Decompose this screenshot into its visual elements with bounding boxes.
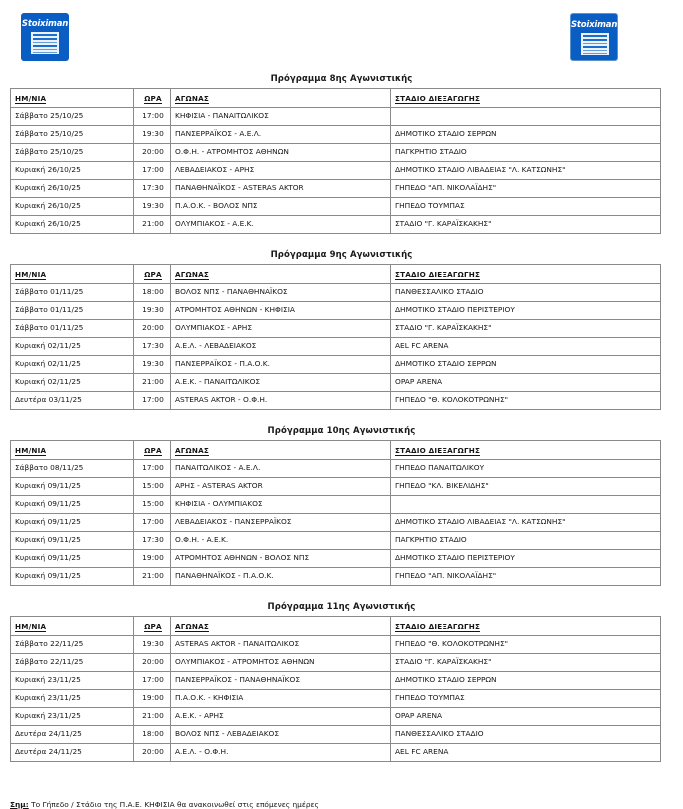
cell-date: Κυριακή 02/11/25 [11,356,134,374]
cell-match: ΟΛΥΜΠΙΑΚΟΣ - ΑΡΗΣ [171,320,391,338]
table-wrapper [10,264,660,410]
cell-venue: ΓΗΠΕΔΟ "ΑΠ. ΝΙΚΟΛΑΪΔΗΣ" [391,180,661,198]
cell-match: ASTERAS AKTOR - ΠΑΝΑΙΤΩΛΙΚΟΣ [171,636,391,654]
column-header-label: ΗΜ/ΝΙΑ [15,621,47,631]
cell-time: 17:30 [134,338,171,356]
table-row [11,532,661,550]
cell-date: Σάββατο 01/11/25 [11,320,134,338]
table-row [11,216,661,234]
cell-match: ΑΤΡΟΜΗΤΟΣ ΑΘΗΝΩΝ - ΚΗΦΙΣΙΑ [171,302,391,320]
column-header-time [134,441,171,460]
column-header-label: ΩΡΑ [144,269,162,279]
table-row [11,284,661,302]
cell-date: Δευτέρα 24/11/25 [11,744,134,762]
cell-time: 20:00 [134,320,171,338]
cell-date: Δευτέρα 03/11/25 [11,392,134,410]
table-row [11,320,661,338]
column-header-time [134,617,171,636]
table-row [11,198,661,216]
cell-time: 21:00 [134,374,171,392]
cell-date: Κυριακή 09/11/25 [11,478,134,496]
stoiximan-logo-text: Stoiximan [571,20,618,30]
cell-date: Κυριακή 23/11/25 [11,708,134,726]
cell-time: 17:30 [134,532,171,550]
cell-time: 18:00 [134,726,171,744]
section-title: Πρόγραμμα 9ης Αγωνιστικής [270,250,413,260]
cell-time: 21:00 [134,708,171,726]
cell-venue: ΓΗΠΕΔΟ ΠΑΝΑΙΤΩΛΙΚΟΥ [391,460,661,478]
table-row [11,496,661,514]
cell-match: Π.Α.Ο.Κ. - ΚΗΦΙΣΙΑ [171,690,391,708]
cell-time: 19:30 [134,636,171,654]
cell-venue: ΓΗΠΕΔΟ "Θ. ΚΟΛΟΚΟΤΡΩΝΗΣ" [391,636,661,654]
cell-match: ΑΤΡΟΜΗΤΟΣ ΑΘΗΝΩΝ - ΒΟΛΟΣ ΝΠΣ [171,550,391,568]
column-header-label: ΩΡΑ [144,93,162,103]
cell-venue: ΓΗΠΕΔΟ "Θ. ΚΟΛΟΚΟΤΡΩΝΗΣ" [391,392,661,410]
cell-match: ΛΕΒΑΔΕΙΑΚΟΣ - ΑΡΗΣ [171,162,391,180]
schedule-section [0,596,683,772]
cell-venue: ΔΗΜΟΤΙΚΟ ΣΤΑΔΙΟ ΣΕΡΡΩΝ [391,126,661,144]
cell-date: Σάββατο 25/10/25 [11,144,134,162]
cell-time: 21:00 [134,568,171,586]
cell-match: ASTERAS AKTOR - Ο.Φ.Η. [171,392,391,410]
cell-time: 18:00 [134,284,171,302]
schedule-section [0,68,683,244]
cell-date: Σάββατο 25/10/25 [11,126,134,144]
cell-match: Ο.Φ.Η. - ΑΤΡΟΜΗΤΟΣ ΑΘΗΝΩΝ [171,144,391,162]
cell-date: Κυριακή 09/11/25 [11,514,134,532]
column-header-label: ΣΤΑΔΙΟ ΔΙΕΞΑΓΩΓΗΣ [395,621,481,631]
table-row [11,460,661,478]
table-row [11,726,661,744]
cell-match: ΠΑΝΣΕΡΡΑΪΚΟΣ - Π.Α.Ο.Κ. [171,356,391,374]
cell-match: ΑΡΗΣ - ASTERAS AKTOR [171,478,391,496]
cell-date: Κυριακή 02/11/25 [11,374,134,392]
cell-time: 17:00 [134,672,171,690]
cell-date: Δευτέρα 24/11/25 [11,726,134,744]
table-row [11,302,661,320]
stoiximan-logo-text: Stoiximan [21,19,69,29]
cell-match: ΠΑΝΣΕΡΡΑΪΚΟΣ - Α.Ε.Λ. [171,126,391,144]
cell-venue: OPAP ARENA [391,708,661,726]
footnote [10,800,683,809]
column-header-label: ΗΜ/ΝΙΑ [15,93,47,103]
cell-time: 17:00 [134,162,171,180]
cell-time: 17:00 [134,392,171,410]
cell-date: Σάββατο 01/11/25 [11,284,134,302]
cell-date: Κυριακή 26/10/25 [11,216,134,234]
cell-match: ΠΑΝΣΕΡΡΑΪΚΟΣ - ΠΑΝΑΘΗΝΑΪΚΟΣ [171,672,391,690]
cell-time: 19:00 [134,550,171,568]
betting-slip-icon [31,32,59,54]
cell-venue: ΓΗΠΕΔΟ "ΚΛ. ΒΙΚΕΛΙΔΗΣ" [391,478,661,496]
cell-date: Σάββατο 22/11/25 [11,654,134,672]
cell-venue: ΠΑΝΘΕΣΣΑΛΙΚΟ ΣΤΑΔΙΟ [391,726,661,744]
table-header-row [11,617,661,636]
table-row [11,568,661,586]
cell-date: Κυριακή 09/11/25 [11,496,134,514]
table-row [11,550,661,568]
cell-venue: ΠΑΝΘΕΣΣΑΛΙΚΟ ΣΤΑΔΙΟ [391,284,661,302]
column-header-label: ΩΡΑ [144,621,162,631]
cell-date: Κυριακή 26/10/25 [11,198,134,216]
cell-time: 19:30 [134,302,171,320]
column-header-label: ΣΤΑΔΙΟ ΔΙΕΞΑΓΩΓΗΣ [395,269,481,279]
table-row [11,744,661,762]
table-row [11,162,661,180]
stoiximan-logo-right [570,13,618,61]
column-header-label: ΑΓΩΝΑΣ [175,621,209,631]
cell-venue: ΔΗΜΟΤΙΚΟ ΣΤΑΔΙΟ ΣΕΡΡΩΝ [391,672,661,690]
column-header-label: ΑΓΩΝΑΣ [175,445,209,455]
cell-date: Κυριακή 26/10/25 [11,180,134,198]
fixture-table [10,440,661,586]
cell-date: Σάββατο 25/10/25 [11,108,134,126]
cell-date: Κυριακή 09/11/25 [11,550,134,568]
table-header-row [11,89,661,108]
cell-time: 17:00 [134,460,171,478]
table-row [11,180,661,198]
cell-time: 17:00 [134,514,171,532]
cell-date: Σάββατο 08/11/25 [11,460,134,478]
column-header-label: ΣΤΑΔΙΟ ΔΙΕΞΑΓΩΓΗΣ [395,93,481,103]
cell-match: Ο.Φ.Η. - Α.Ε.Κ. [171,532,391,550]
table-row [11,374,661,392]
column-header-date [11,89,134,108]
column-header-label: ΗΜ/ΝΙΑ [15,269,47,279]
cell-venue: ΔΗΜΟΤΙΚΟ ΣΤΑΔΙΟ ΛΙΒΑΔΕΙΑΣ "Λ. ΚΑΤΣΩΝΗΣ" [391,162,661,180]
column-header-label: ΣΤΑΔΙΟ ΔΙΕΞΑΓΩΓΗΣ [395,445,481,455]
cell-match: ΚΗΦΙΣΙΑ - ΟΛΥΜΠΙΑΚΟΣ [171,496,391,514]
cell-venue: AEL FC ARENA [391,744,661,762]
column-header-venue [391,265,661,284]
table-row [11,108,661,126]
cell-match: ΒΟΛΟΣ ΝΠΣ - ΠΑΝΑΘΗΝΑΪΚΟΣ [171,284,391,302]
cell-match: ΠΑΝΑΘΗΝΑΪΚΟΣ - Π.Α.Ο.Κ. [171,568,391,586]
cell-date: Κυριακή 09/11/25 [11,568,134,586]
schedule-sections [0,68,683,772]
column-header-match [171,265,391,284]
cell-venue: ΣΤΑΔΙΟ "Γ. ΚΑΡΑΪΣΚΑΚΗΣ" [391,216,661,234]
schedule-section [0,420,683,596]
cell-time: 20:00 [134,744,171,762]
section-title: Πρόγραμμα 11ης Αγωνιστικής [267,602,416,612]
column-header-label: ΑΓΩΝΑΣ [175,269,209,279]
cell-time: 20:00 [134,144,171,162]
schedule-section [0,244,683,420]
cell-time: 15:00 [134,478,171,496]
footnote-text: Το Γήπεδο / Στάδιο της Π.Α.Ε. ΚΗΦΙΣΙΑ θα ανακοινωθεί στις επόμενες ημέρες [31,800,319,809]
table-row [11,636,661,654]
cell-match: Α.Ε.Κ. - ΠΑΝΑΙΤΩΛΙΚΟΣ [171,374,391,392]
cell-date: Κυριακή 23/11/25 [11,690,134,708]
cell-match: Α.Ε.Λ. - ΛΕΒΑΔΕΙΑΚΟΣ [171,338,391,356]
cell-venue: ΓΗΠΕΔΟ ΤΟΥΜΠΑΣ [391,198,661,216]
cell-time: 21:00 [134,216,171,234]
cell-date: Κυριακή 23/11/25 [11,672,134,690]
cell-venue: AEL FC ARENA [391,338,661,356]
column-header-time [134,89,171,108]
cell-match: Π.Α.Ο.Κ. - ΒΟΛΟΣ ΝΠΣ [171,198,391,216]
cell-match: ΟΛΥΜΠΙΑΚΟΣ - ΑΤΡΟΜΗΤΟΣ ΑΘΗΝΩΝ [171,654,391,672]
cell-venue: OPAP ARENA [391,374,661,392]
section-title: Πρόγραμμα 10ης Αγωνιστικής [267,426,416,436]
cell-venue: ΣΤΑΔΙΟ "Γ. ΚΑΡΑΪΣΚΑΚΗΣ" [391,320,661,338]
column-header-label: ΗΜ/ΝΙΑ [15,445,47,455]
cell-match: ΠΑΝΑΙΤΩΛΙΚΟΣ - Α.Ε.Λ. [171,460,391,478]
table-row [11,708,661,726]
column-header-match [171,617,391,636]
cell-venue [391,108,661,126]
cell-date: Σάββατο 01/11/25 [11,302,134,320]
cell-venue: ΓΗΠΕΔΟ "ΑΠ. ΝΙΚΟΛΑΪΔΗΣ" [391,568,661,586]
cell-match: Α.Ε.Κ. - ΑΡΗΣ [171,708,391,726]
footnote-label: Σημ: [10,800,29,809]
cell-venue [391,496,661,514]
table-row [11,672,661,690]
cell-match: ΟΛΥΜΠΙΑΚΟΣ - Α.Ε.Κ. [171,216,391,234]
cell-venue: ΓΗΠΕΔΟ ΤΟΥΜΠΑΣ [391,690,661,708]
table-row [11,126,661,144]
column-header-venue [391,617,661,636]
cell-venue: ΔΗΜΟΤΙΚΟ ΣΤΑΔΙΟ ΣΕΡΡΩΝ [391,356,661,374]
cell-time: 17:30 [134,180,171,198]
column-header-venue [391,89,661,108]
cell-venue: ΔΗΜΟΤΙΚΟ ΣΤΑΔΙΟ ΛΙΒΑΔΕΙΑΣ "Λ. ΚΑΤΣΩΝΗΣ" [391,514,661,532]
table-wrapper [10,616,660,762]
cell-date: Κυριακή 26/10/25 [11,162,134,180]
table-wrapper [10,88,660,234]
cell-venue: ΔΗΜΟΤΙΚΟ ΣΤΑΔΙΟ ΠΕΡΙΣΤΕΡΙΟΥ [391,550,661,568]
column-header-date [11,441,134,460]
cell-match: ΛΕΒΑΔΕΙΑΚΟΣ - ΠΑΝΣΕΡΡΑΪΚΟΣ [171,514,391,532]
column-header-date [11,265,134,284]
cell-time: 19:30 [134,356,171,374]
table-header-row [11,265,661,284]
cell-match: ΠΑΝΑΘΗΝΑΪΚΟΣ - ASTERAS AKTOR [171,180,391,198]
column-header-venue [391,441,661,460]
stoiximan-logo-left [21,13,69,61]
cell-match: ΒΟΛΟΣ ΝΠΣ - ΛΕΒΑΔΕΙΑΚΟΣ [171,726,391,744]
fixture-table [10,616,661,762]
table-wrapper [10,440,660,586]
table-header-row [11,441,661,460]
cell-match: Α.Ε.Λ. - Ο.Φ.Η. [171,744,391,762]
column-header-label: ΑΓΩΝΑΣ [175,93,209,103]
table-row [11,478,661,496]
cell-venue: ΠΑΓΚΡΗΤΙΟ ΣΤΑΔΙΟ [391,532,661,550]
cell-time: 19:30 [134,198,171,216]
column-header-match [171,441,391,460]
table-row [11,338,661,356]
cell-venue: ΣΤΑΔΙΟ "Γ. ΚΑΡΑΪΣΚΑΚΗΣ" [391,654,661,672]
column-header-match [171,89,391,108]
betting-slip-icon [581,33,609,55]
cell-date: Κυριακή 09/11/25 [11,532,134,550]
fixture-table [10,264,661,410]
section-title: Πρόγραμμα 8ης Αγωνιστικής [270,74,413,84]
column-header-time [134,265,171,284]
cell-date: Κυριακή 02/11/25 [11,338,134,356]
table-row [11,356,661,374]
cell-time: 19:30 [134,126,171,144]
table-row [11,144,661,162]
table-row [11,392,661,410]
table-row [11,654,661,672]
cell-time: 19:00 [134,690,171,708]
logo-header [0,0,683,68]
cell-venue: ΔΗΜΟΤΙΚΟ ΣΤΑΔΙΟ ΠΕΡΙΣΤΕΡΙΟΥ [391,302,661,320]
cell-date: Σάββατο 22/11/25 [11,636,134,654]
cell-venue: ΠΑΓΚΡΗΤΙΟ ΣΤΑΔΙΟ [391,144,661,162]
cell-match: ΚΗΦΙΣΙΑ - ΠΑΝΑΙΤΩΛΙΚΟΣ [171,108,391,126]
cell-time: 17:00 [134,108,171,126]
column-header-date [11,617,134,636]
cell-time: 20:00 [134,654,171,672]
table-row [11,514,661,532]
table-row [11,690,661,708]
cell-time: 15:00 [134,496,171,514]
column-header-label: ΩΡΑ [144,445,162,455]
fixture-table [10,88,661,234]
